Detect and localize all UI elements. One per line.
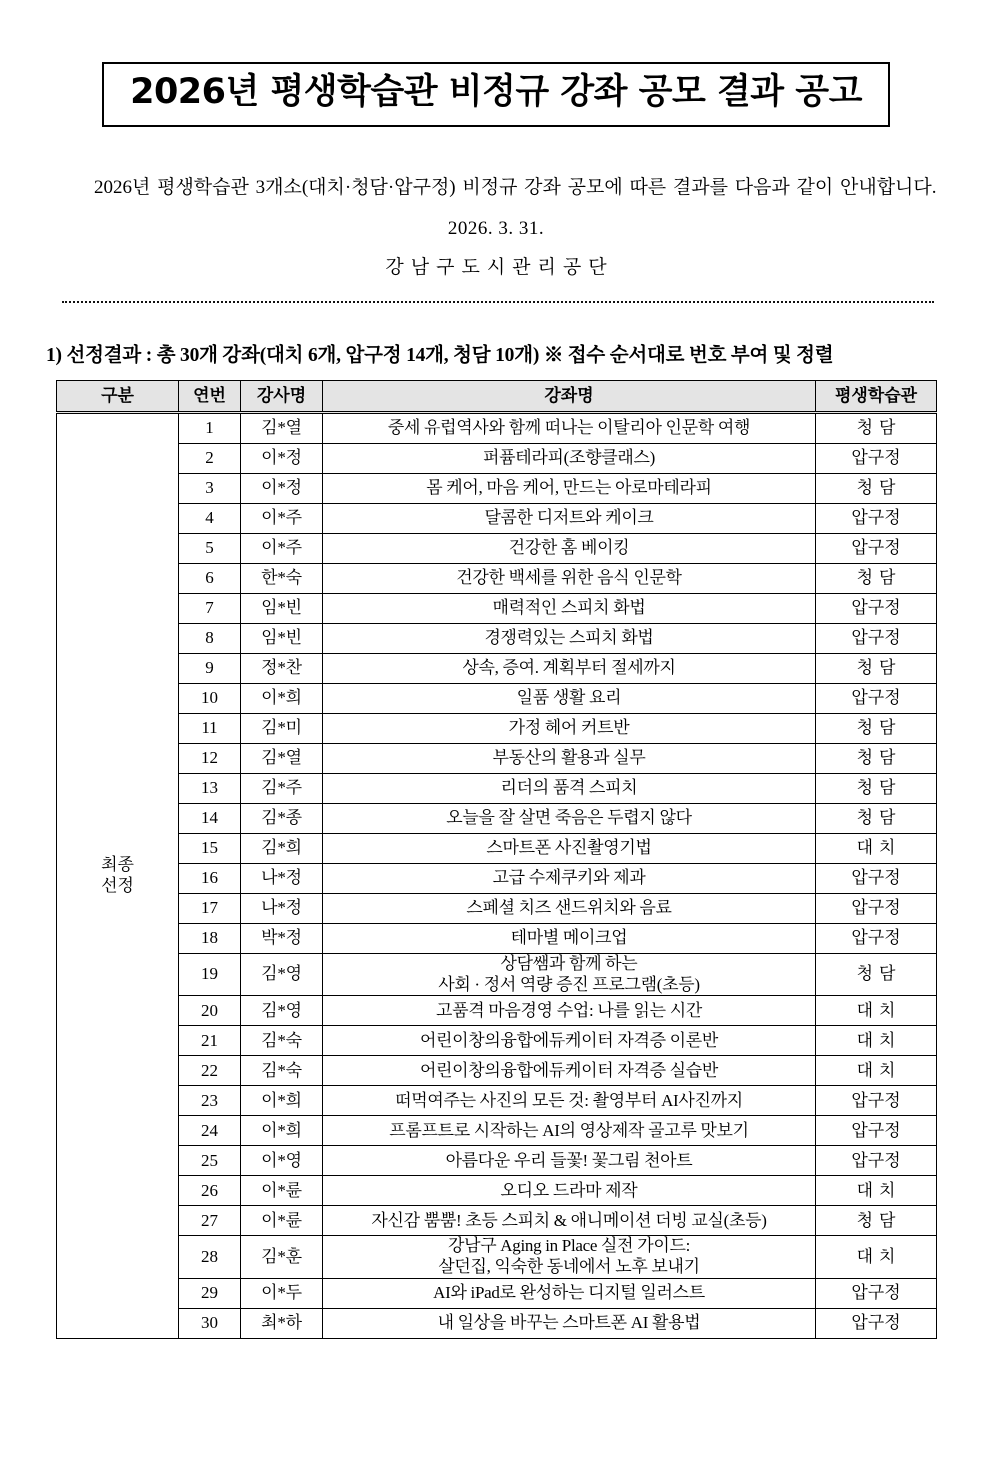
cell-instructor: 김*미 <box>241 714 323 744</box>
document-page <box>0 62 992 1465</box>
cell-venue: 대치 <box>816 1236 937 1278</box>
cell-course: 내 일상을 바꾸는 스마트폰 AI 활용법 <box>323 1308 816 1338</box>
cell-venue: 청담 <box>816 714 937 744</box>
cell-instructor: 이*두 <box>241 1278 323 1308</box>
cell-course: 프롬프트로 시작하는 AI의 영상제작 골고루 맛보기 <box>323 1116 816 1146</box>
category-label-line-1: 최종 <box>101 855 134 875</box>
cell-venue: 압구정 <box>816 1278 937 1308</box>
results-table-container <box>56 380 936 1339</box>
table-header-row <box>57 381 937 413</box>
cell-venue: 청담 <box>816 564 937 594</box>
cell-course: 자신감 뿜뿜! 초등 스피치 & 애니메이션 더빙 교실(초등) <box>323 1206 816 1236</box>
column-header-no: 연번 <box>179 381 241 413</box>
cell-venue: 청담 <box>816 474 937 504</box>
cell-no: 11 <box>179 714 241 744</box>
table-row <box>57 654 937 684</box>
title-container <box>0 62 992 127</box>
cell-no: 17 <box>179 894 241 924</box>
table-row <box>57 564 937 594</box>
cell-instructor: 김*훈 <box>241 1236 323 1278</box>
cell-venue: 대치 <box>816 1176 937 1206</box>
cell-venue: 청담 <box>816 954 937 996</box>
cell-course: 건강한 백세를 위한 음식 인문학 <box>323 564 816 594</box>
category-label-line-2: 선정 <box>101 875 134 895</box>
cell-instructor: 김*열 <box>241 744 323 774</box>
cell-no: 24 <box>179 1116 241 1146</box>
cell-course <box>323 1236 816 1278</box>
cell-no: 3 <box>179 474 241 504</box>
cell-course: 상속, 증여. 계획부터 절세까지 <box>323 654 816 684</box>
cell-venue: 청담 <box>816 1206 937 1236</box>
results-table <box>56 380 937 1339</box>
cell-instructor: 정*찬 <box>241 654 323 684</box>
course-line-1: 상담쌤과 함께 하는 <box>500 954 638 973</box>
cell-venue: 청담 <box>816 654 937 684</box>
table-body <box>57 413 937 1339</box>
table-row <box>57 774 937 804</box>
table-row <box>57 954 937 996</box>
cell-course: 어린이창의융합에듀케이터 자격증 실습반 <box>323 1056 816 1086</box>
cell-no: 18 <box>179 924 241 954</box>
cell-course: 가정 헤어 커트반 <box>323 714 816 744</box>
cell-no: 2 <box>179 444 241 474</box>
table-row <box>57 474 937 504</box>
table-row <box>57 1086 937 1116</box>
cell-no: 15 <box>179 834 241 864</box>
cell-instructor: 이*희 <box>241 684 323 714</box>
column-header-venue: 평생학습관 <box>816 381 937 413</box>
table-row <box>57 1056 937 1086</box>
cell-venue: 대치 <box>816 1026 937 1056</box>
cell-instructor: 이*정 <box>241 444 323 474</box>
cell-venue: 대치 <box>816 1056 937 1086</box>
cell-no: 14 <box>179 804 241 834</box>
cell-venue: 청담 <box>816 413 937 444</box>
cell-no: 8 <box>179 624 241 654</box>
cell-no: 6 <box>179 564 241 594</box>
column-header-course: 강좌명 <box>323 381 816 413</box>
cell-course: 떠먹여주는 사진의 모든 것: 촬영부터 AI사진까지 <box>323 1086 816 1116</box>
table-row <box>57 684 937 714</box>
cell-course: 경쟁력있는 스피치 화법 <box>323 624 816 654</box>
table-row <box>57 504 937 534</box>
cell-no: 22 <box>179 1056 241 1086</box>
section-heading: 1) 선정결과 : 총 30개 강좌(대치 6개, 압구정 14개, 청담 10개) ※ 접수 순서대로 번호 부여 및 정렬 <box>46 345 834 366</box>
cell-instructor: 이*영 <box>241 1146 323 1176</box>
table-row <box>57 624 937 654</box>
cell-venue: 압구정 <box>816 924 937 954</box>
cell-venue: 청담 <box>816 774 937 804</box>
cell-course: 일품 생활 요리 <box>323 684 816 714</box>
cell-venue: 압구정 <box>816 684 937 714</box>
column-header-category: 구분 <box>57 381 179 413</box>
cell-instructor: 한*숙 <box>241 564 323 594</box>
cell-instructor: 이*주 <box>241 504 323 534</box>
table-row <box>57 804 937 834</box>
cell-course: 고품격 마음경영 수업: 나를 읽는 시간 <box>323 996 816 1026</box>
cell-instructor: 김*영 <box>241 954 323 996</box>
table-row <box>57 744 937 774</box>
cell-course: 스마트폰 사진촬영기법 <box>323 834 816 864</box>
cell-course: 매력적인 스피치 화법 <box>323 594 816 624</box>
cell-no: 21 <box>179 1026 241 1056</box>
dotted-divider <box>62 301 934 303</box>
table-row <box>57 1236 937 1278</box>
cell-course: AI와 iPad로 완성하는 디지털 일러스트 <box>323 1278 816 1308</box>
cell-course <box>323 954 816 996</box>
cell-course: 오디오 드라마 제작 <box>323 1176 816 1206</box>
cell-instructor: 김*영 <box>241 996 323 1026</box>
cell-course: 퍼퓸테라피(조향클래스) <box>323 444 816 474</box>
cell-venue: 대치 <box>816 834 937 864</box>
cell-instructor: 김*희 <box>241 834 323 864</box>
cell-instructor: 김*종 <box>241 804 323 834</box>
title-box <box>102 62 890 127</box>
cell-venue: 압구정 <box>816 624 937 654</box>
cell-instructor: 박*정 <box>241 924 323 954</box>
cell-instructor: 이*주 <box>241 534 323 564</box>
table-row <box>57 714 937 744</box>
table-row <box>57 834 937 864</box>
organization-name: 강남구도시관리공단 <box>385 257 614 278</box>
cell-no: 16 <box>179 864 241 894</box>
cell-venue: 압구정 <box>816 864 937 894</box>
cell-no: 26 <box>179 1176 241 1206</box>
cell-instructor: 최*하 <box>241 1308 323 1338</box>
cell-course: 아름다운 우리 들꽃! 꽃그림 천아트 <box>323 1146 816 1176</box>
cell-instructor: 김*주 <box>241 774 323 804</box>
cell-course: 부동산의 활용과 실무 <box>323 744 816 774</box>
cell-instructor: 이*륜 <box>241 1176 323 1206</box>
category-cell <box>57 413 179 1339</box>
cell-venue: 압구정 <box>816 1146 937 1176</box>
course-line-2: 사회 · 정서 역량 증진 프로그램(초등) <box>438 974 700 994</box>
cell-venue: 청담 <box>816 804 937 834</box>
table-row <box>57 996 937 1026</box>
cell-no: 10 <box>179 684 241 714</box>
cell-no: 7 <box>179 594 241 624</box>
cell-course: 건강한 홈 베이킹 <box>323 534 816 564</box>
cell-no: 13 <box>179 774 241 804</box>
cell-venue: 압구정 <box>816 594 937 624</box>
cell-venue: 압구정 <box>816 504 937 534</box>
table-row <box>57 1308 937 1338</box>
cell-no: 23 <box>179 1086 241 1116</box>
table-row <box>57 1146 937 1176</box>
cell-instructor: 이*륜 <box>241 1206 323 1236</box>
cell-no: 4 <box>179 504 241 534</box>
cell-instructor: 나*정 <box>241 894 323 924</box>
cell-instructor: 나*정 <box>241 864 323 894</box>
table-row <box>57 534 937 564</box>
cell-instructor: 임*빈 <box>241 594 323 624</box>
course-line-1: 강남구 Aging in Place 실전 가이드: <box>447 1236 691 1256</box>
cell-course: 테마별 메이크업 <box>323 924 816 954</box>
cell-course: 몸 케어, 마음 케어, 만드는 아로마테라피 <box>323 474 816 504</box>
intro-paragraph: 2026년 평생학습관 3개소(대치·청담·압구정) 비정규 강좌 공모에 따른 결과를 다음과 같이 안내합니다. <box>94 176 937 198</box>
cell-course: 오늘을 잘 살면 죽음은 두렵지 않다 <box>323 804 816 834</box>
table-header <box>57 381 937 413</box>
cell-instructor: 김*열 <box>241 413 323 444</box>
cell-venue: 압구정 <box>816 1308 937 1338</box>
table-row <box>57 413 937 444</box>
cell-no: 30 <box>179 1308 241 1338</box>
page-title: 2026년 평생학습관 비정규 강좌 공모 결과 공고 <box>130 72 862 112</box>
cell-no: 25 <box>179 1146 241 1176</box>
cell-no: 9 <box>179 654 241 684</box>
table-row <box>57 594 937 624</box>
table-row <box>57 1176 937 1206</box>
cell-instructor: 이*정 <box>241 474 323 504</box>
cell-course: 달콤한 디저트와 케이크 <box>323 504 816 534</box>
cell-venue: 압구정 <box>816 444 937 474</box>
table-row <box>57 1116 937 1146</box>
cell-course: 어린이창의융합에듀케이터 자격증 이론반 <box>323 1026 816 1056</box>
cell-no: 28 <box>179 1236 241 1278</box>
cell-no: 5 <box>179 534 241 564</box>
cell-no: 20 <box>179 996 241 1026</box>
announcement-date: 2026. 3. 31. <box>447 218 545 239</box>
cell-no: 12 <box>179 744 241 774</box>
table-row <box>57 864 937 894</box>
cell-no: 27 <box>179 1206 241 1236</box>
cell-venue: 압구정 <box>816 534 937 564</box>
table-row <box>57 894 937 924</box>
cell-course: 중세 유럽역사와 함께 떠나는 이탈리아 인문학 여행 <box>323 413 816 444</box>
cell-venue: 압구정 <box>816 1116 937 1146</box>
cell-venue: 청담 <box>816 744 937 774</box>
table-row <box>57 444 937 474</box>
cell-instructor: 이*희 <box>241 1116 323 1146</box>
cell-course: 스페셜 치즈 샌드위치와 음료 <box>323 894 816 924</box>
cell-instructor: 김*숙 <box>241 1026 323 1056</box>
table-row <box>57 1278 937 1308</box>
table-row <box>57 924 937 954</box>
table-row <box>57 1026 937 1056</box>
cell-no: 1 <box>179 413 241 444</box>
cell-instructor: 이*희 <box>241 1086 323 1116</box>
cell-course: 리더의 품격 스피치 <box>323 774 816 804</box>
cell-venue: 대치 <box>816 996 937 1026</box>
course-line-2: 살던집, 익숙한 동네에서 노후 보내기 <box>438 1257 700 1277</box>
cell-venue: 압구정 <box>816 894 937 924</box>
cell-no: 29 <box>179 1278 241 1308</box>
table-row <box>57 1206 937 1236</box>
cell-no: 19 <box>179 954 241 996</box>
cell-venue: 압구정 <box>816 1086 937 1116</box>
cell-instructor: 김*숙 <box>241 1056 323 1086</box>
cell-instructor: 임*빈 <box>241 624 323 654</box>
cell-course: 고급 수제쿠키와 제과 <box>323 864 816 894</box>
column-header-instructor: 강사명 <box>241 381 323 413</box>
